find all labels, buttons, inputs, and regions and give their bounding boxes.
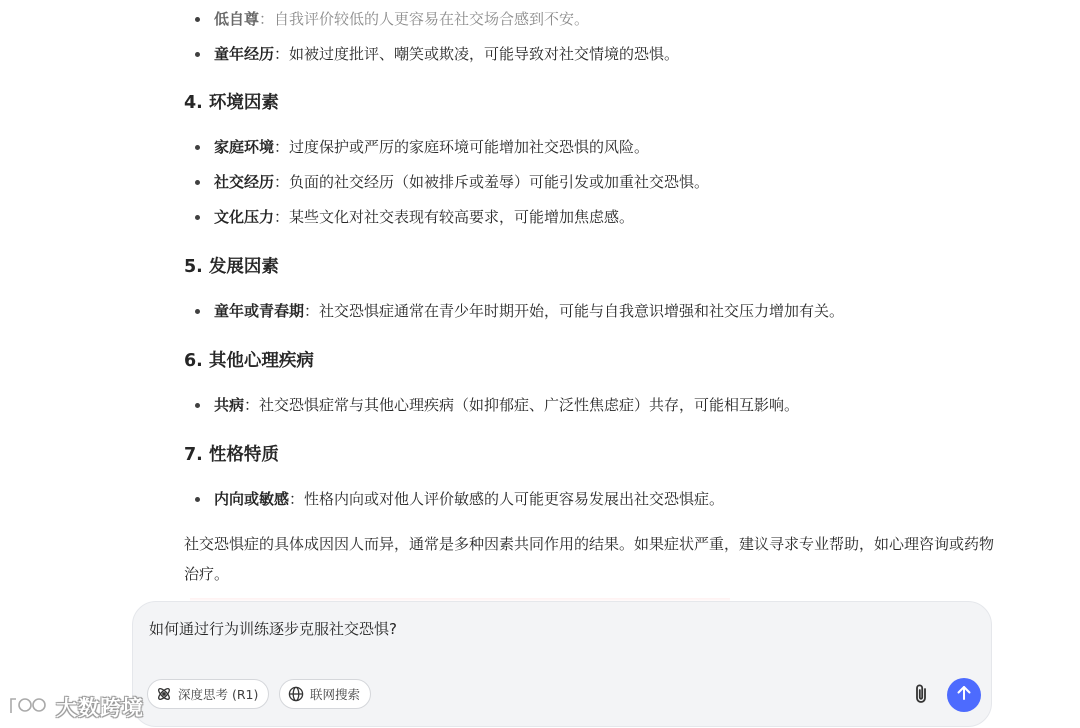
watermark-text: 大数跨境 bbox=[56, 696, 144, 720]
section-heading: 4. 环境因素 bbox=[184, 93, 279, 113]
conclusion-paragraph: 社交恐惧症的具体成因因人而异，通常是多种因素共同作用的结果。如果症状严重，建议寻求专业帮助，如心理咨询或药物治疗。 bbox=[184, 535, 995, 583]
deep-think-label: 深度思考 (R1) bbox=[178, 687, 259, 702]
list-item: 家庭环境：过度保护或严厉的家庭环境可能增加社交恐惧的风险。 bbox=[214, 138, 650, 156]
watermark bbox=[8, 692, 144, 722]
arrow-up-icon bbox=[955, 684, 973, 706]
watermark-logo-icon bbox=[8, 693, 50, 722]
web-search-toggle[interactable] bbox=[279, 679, 371, 709]
list-item: 低自尊：自我评价较低的人更容易在社交场合感到不安。 bbox=[214, 10, 590, 28]
list-item: 童年或青春期：社交恐惧症通常在青少年时期开始，可能与自我意识增强和社交压力增加有关。 bbox=[214, 302, 845, 320]
atom-icon bbox=[156, 686, 172, 702]
list-item: 童年经历：如被过度批评、嘲笑或欺凌，可能导致对社交情境的恐惧。 bbox=[214, 45, 680, 63]
chat-composer bbox=[132, 601, 992, 727]
send-button[interactable] bbox=[947, 678, 981, 712]
section-heading: 7. 性格特质 bbox=[184, 445, 279, 465]
message-input[interactable]: 如何通过行为训练逐步克服社交恐惧? bbox=[149, 620, 397, 638]
list-item: 内向或敏感：性格内向或对他人评价敏感的人可能更容易发展出社交恐惧症。 bbox=[214, 490, 725, 508]
web-search-label: 联网搜索 bbox=[310, 687, 361, 702]
section-heading: 6. 其他心理疾病 bbox=[184, 351, 314, 371]
list-item: 共病：社交恐惧症常与其他心理疾病（如抑郁症、广泛性焦虑症）共存，可能相互影响。 bbox=[214, 396, 800, 414]
list-item: 社交经历：负面的社交经历（如被排斥或羞辱）可能引发或加重社交恐惧。 bbox=[214, 173, 710, 191]
section-heading: 5. 发展因素 bbox=[184, 257, 279, 277]
deep-think-toggle[interactable] bbox=[147, 679, 269, 709]
list-item: 文化压力：某些文化对社交表现有较高要求，可能增加焦虑感。 bbox=[214, 208, 635, 226]
globe-icon bbox=[288, 686, 304, 702]
attach-icon[interactable] bbox=[909, 682, 933, 706]
